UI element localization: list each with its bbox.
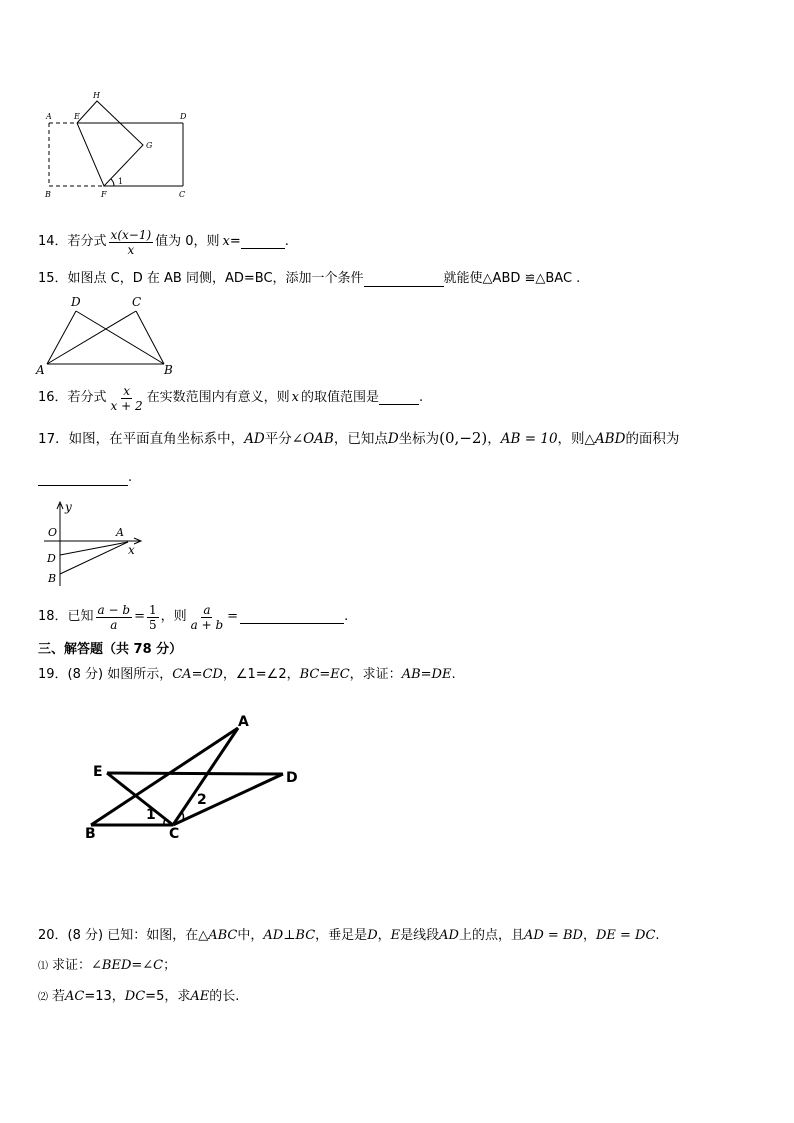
label-A: A [238,714,249,730]
q20-abc: ABC [208,928,238,943]
q14-end: . [284,234,289,249]
figure-19 [80,708,310,844]
q18-numerator-2: 1 [148,602,157,617]
q19-c2: BC=EC [299,667,350,682]
q18-fraction-2 [147,603,159,632]
q14-denominator: x [127,242,135,257]
q18-eq-1: = [134,609,145,624]
question-20 [38,928,660,944]
label-y: y [65,500,72,514]
q18-prefix: 18．已知 [38,609,94,624]
angle-1-arc [111,179,114,186]
q18-fraction-3 [189,603,226,632]
q18-mid: ，则 [160,609,187,624]
q17-end: . [128,470,133,485]
q17-p2: 平分 [264,431,292,447]
label-D: D [47,552,56,565]
q20-ad: AD [439,928,459,943]
q17-p6: ，则△ [557,431,595,447]
q16-var: x [291,390,299,405]
line-AD [47,311,76,364]
label-H: H [93,91,100,100]
q17-d: D [387,431,399,447]
q17-abd: ABD [594,431,626,447]
q17-ab: AB = 10 [500,431,558,447]
question-17 [38,430,679,447]
q19-s2: ，求证： [349,667,402,682]
q20-2-c1: AC [65,989,85,1004]
q20-p2: 中， [237,928,264,943]
q16-fraction [109,384,145,413]
q19-c1: CA=CD [172,667,223,682]
q20-p5: 是线段 [400,928,440,943]
q14-numerator: x(x−1) [110,227,152,242]
label-A: A [116,526,124,539]
q14-mid: 值为 0，则 [155,234,220,249]
q17-p5: ， [487,431,501,447]
q17-answer-blank[interactable] [38,473,128,486]
q16-end: 的取值范围是 [301,390,380,405]
label-B: B [48,572,57,585]
label-A: A [46,112,52,121]
line-AD [60,542,128,555]
figure-15 [34,293,184,377]
question-19 [38,667,456,683]
q18-answer-blank[interactable] [240,611,344,624]
q20-end: . [655,928,660,943]
label-B: B [45,190,51,199]
q18-denominator-1: a [110,617,118,632]
q17-p7: 的面积为 [625,431,680,447]
q17-p3: ，已知点 [333,431,388,447]
q15-answer-blank[interactable] [364,274,444,287]
q20-2-p1: 若 [52,989,66,1004]
label-E: E [93,764,103,780]
q16-end2: . [419,390,424,405]
q16-numerator: x [123,383,130,398]
q16-answer-blank[interactable] [379,392,419,405]
q14-prefix: 14．若分式 [38,234,107,249]
label-D: D [71,295,81,309]
q17-ad: AD [244,431,265,447]
q20-2-end: 的长. [209,989,240,1004]
q17-coord: (0,−2) [439,429,488,447]
q18-end: . [344,609,349,624]
label-E: E [74,112,80,121]
line-EC [107,773,173,825]
q20-p1: 20．(8 分) 已知：如图，在△ [38,928,209,943]
line-AB [60,542,128,574]
q20-1-num: ⑴ [38,961,48,972]
line-AC [47,311,136,364]
q20-e: E [390,928,401,943]
q19-c3: AB=DE [401,667,452,682]
q20-2-eq2: =5，求 [145,989,191,1004]
q14-var: x [222,234,230,249]
q20-1-end: ； [163,958,177,973]
label-B: B [164,363,173,377]
q18-numerator-3: a [203,602,211,617]
q17-angle: ∠OAB [291,431,334,447]
label-G: G [146,141,153,150]
question-14 [38,224,289,260]
q20-p6: 上的点，且 [458,928,524,943]
q16-mid: 在实数范围内有意义，则 [146,390,290,405]
q18-numerator-1: a − b [97,602,131,617]
q20-p4: ， [377,928,391,943]
q18-denominator-2: 5 [148,617,157,632]
q20-cond2: DE = DC [595,928,656,943]
line-ED [107,773,283,774]
section-3-heading: 三、解答题（共 78 分） [38,642,183,657]
line-DB [76,311,164,364]
label-angle-1: 1 [118,177,124,186]
question-17-answer-line [38,470,132,486]
q18-eq-2: = [227,609,239,624]
label-C: C [179,190,186,199]
q20-1-expr: ∠BED=∠C [91,958,164,973]
line-EHGF [77,101,143,186]
q17-p1: 17．如图，在平面直角坐标系中， [38,431,245,447]
q15-end: 就能使△ABD ≌△BAC . [443,271,581,286]
label-A: A [36,363,45,377]
q19-prefix: 19．(8 分) 如图所示， [38,667,173,682]
question-16 [38,380,423,416]
q20-2-num: ⑵ [38,992,48,1003]
label-F: F [101,190,107,199]
question-18 [38,598,348,636]
label-D: D [180,112,187,121]
q20-cond1: AD = BD [523,928,583,943]
label-C: C [169,826,180,842]
q20-p3: ，垂足是 [315,928,368,943]
question-15 [38,271,580,287]
q18-denominator-3: a + b [190,617,224,632]
q19-s1: ，∠1=∠2， [222,667,300,682]
q20-2-c2: DC [124,989,146,1004]
q20-1-text: 求证： [52,958,92,973]
q18-fraction-1 [96,603,133,632]
q17-p4: 坐标为 [398,431,440,447]
label-x: x [128,543,135,557]
q16-denominator: x + 2 [110,398,143,413]
q14-answer-blank[interactable] [241,236,285,249]
q20-2-c3: AE [190,989,210,1004]
q16-prefix: 16．若分式 [38,390,107,405]
q20-d: D [367,928,378,943]
label-O: O [48,526,58,539]
q20-2-eq1: =13， [84,989,125,1004]
figure-rectangle-fold [40,88,200,200]
q14-fraction [109,228,154,257]
q14-eq: = [229,234,241,249]
figure-17 [40,498,150,590]
question-20-part-1 [38,958,176,975]
label-C: C [132,295,142,309]
question-20-part-2 [38,989,239,1006]
label-angle-1: 1 [146,807,156,823]
label-angle-2: 2 [197,792,207,808]
label-B: B [85,826,96,842]
q20-p7: ， [582,928,596,943]
q19-end: . [451,667,456,682]
q15-text: 15．如图点 C，D 在 AB 同侧，AD=BC，添加一个条件 [38,271,364,286]
label-D: D [286,770,298,786]
q20-perp: AD⊥BC [263,928,316,943]
